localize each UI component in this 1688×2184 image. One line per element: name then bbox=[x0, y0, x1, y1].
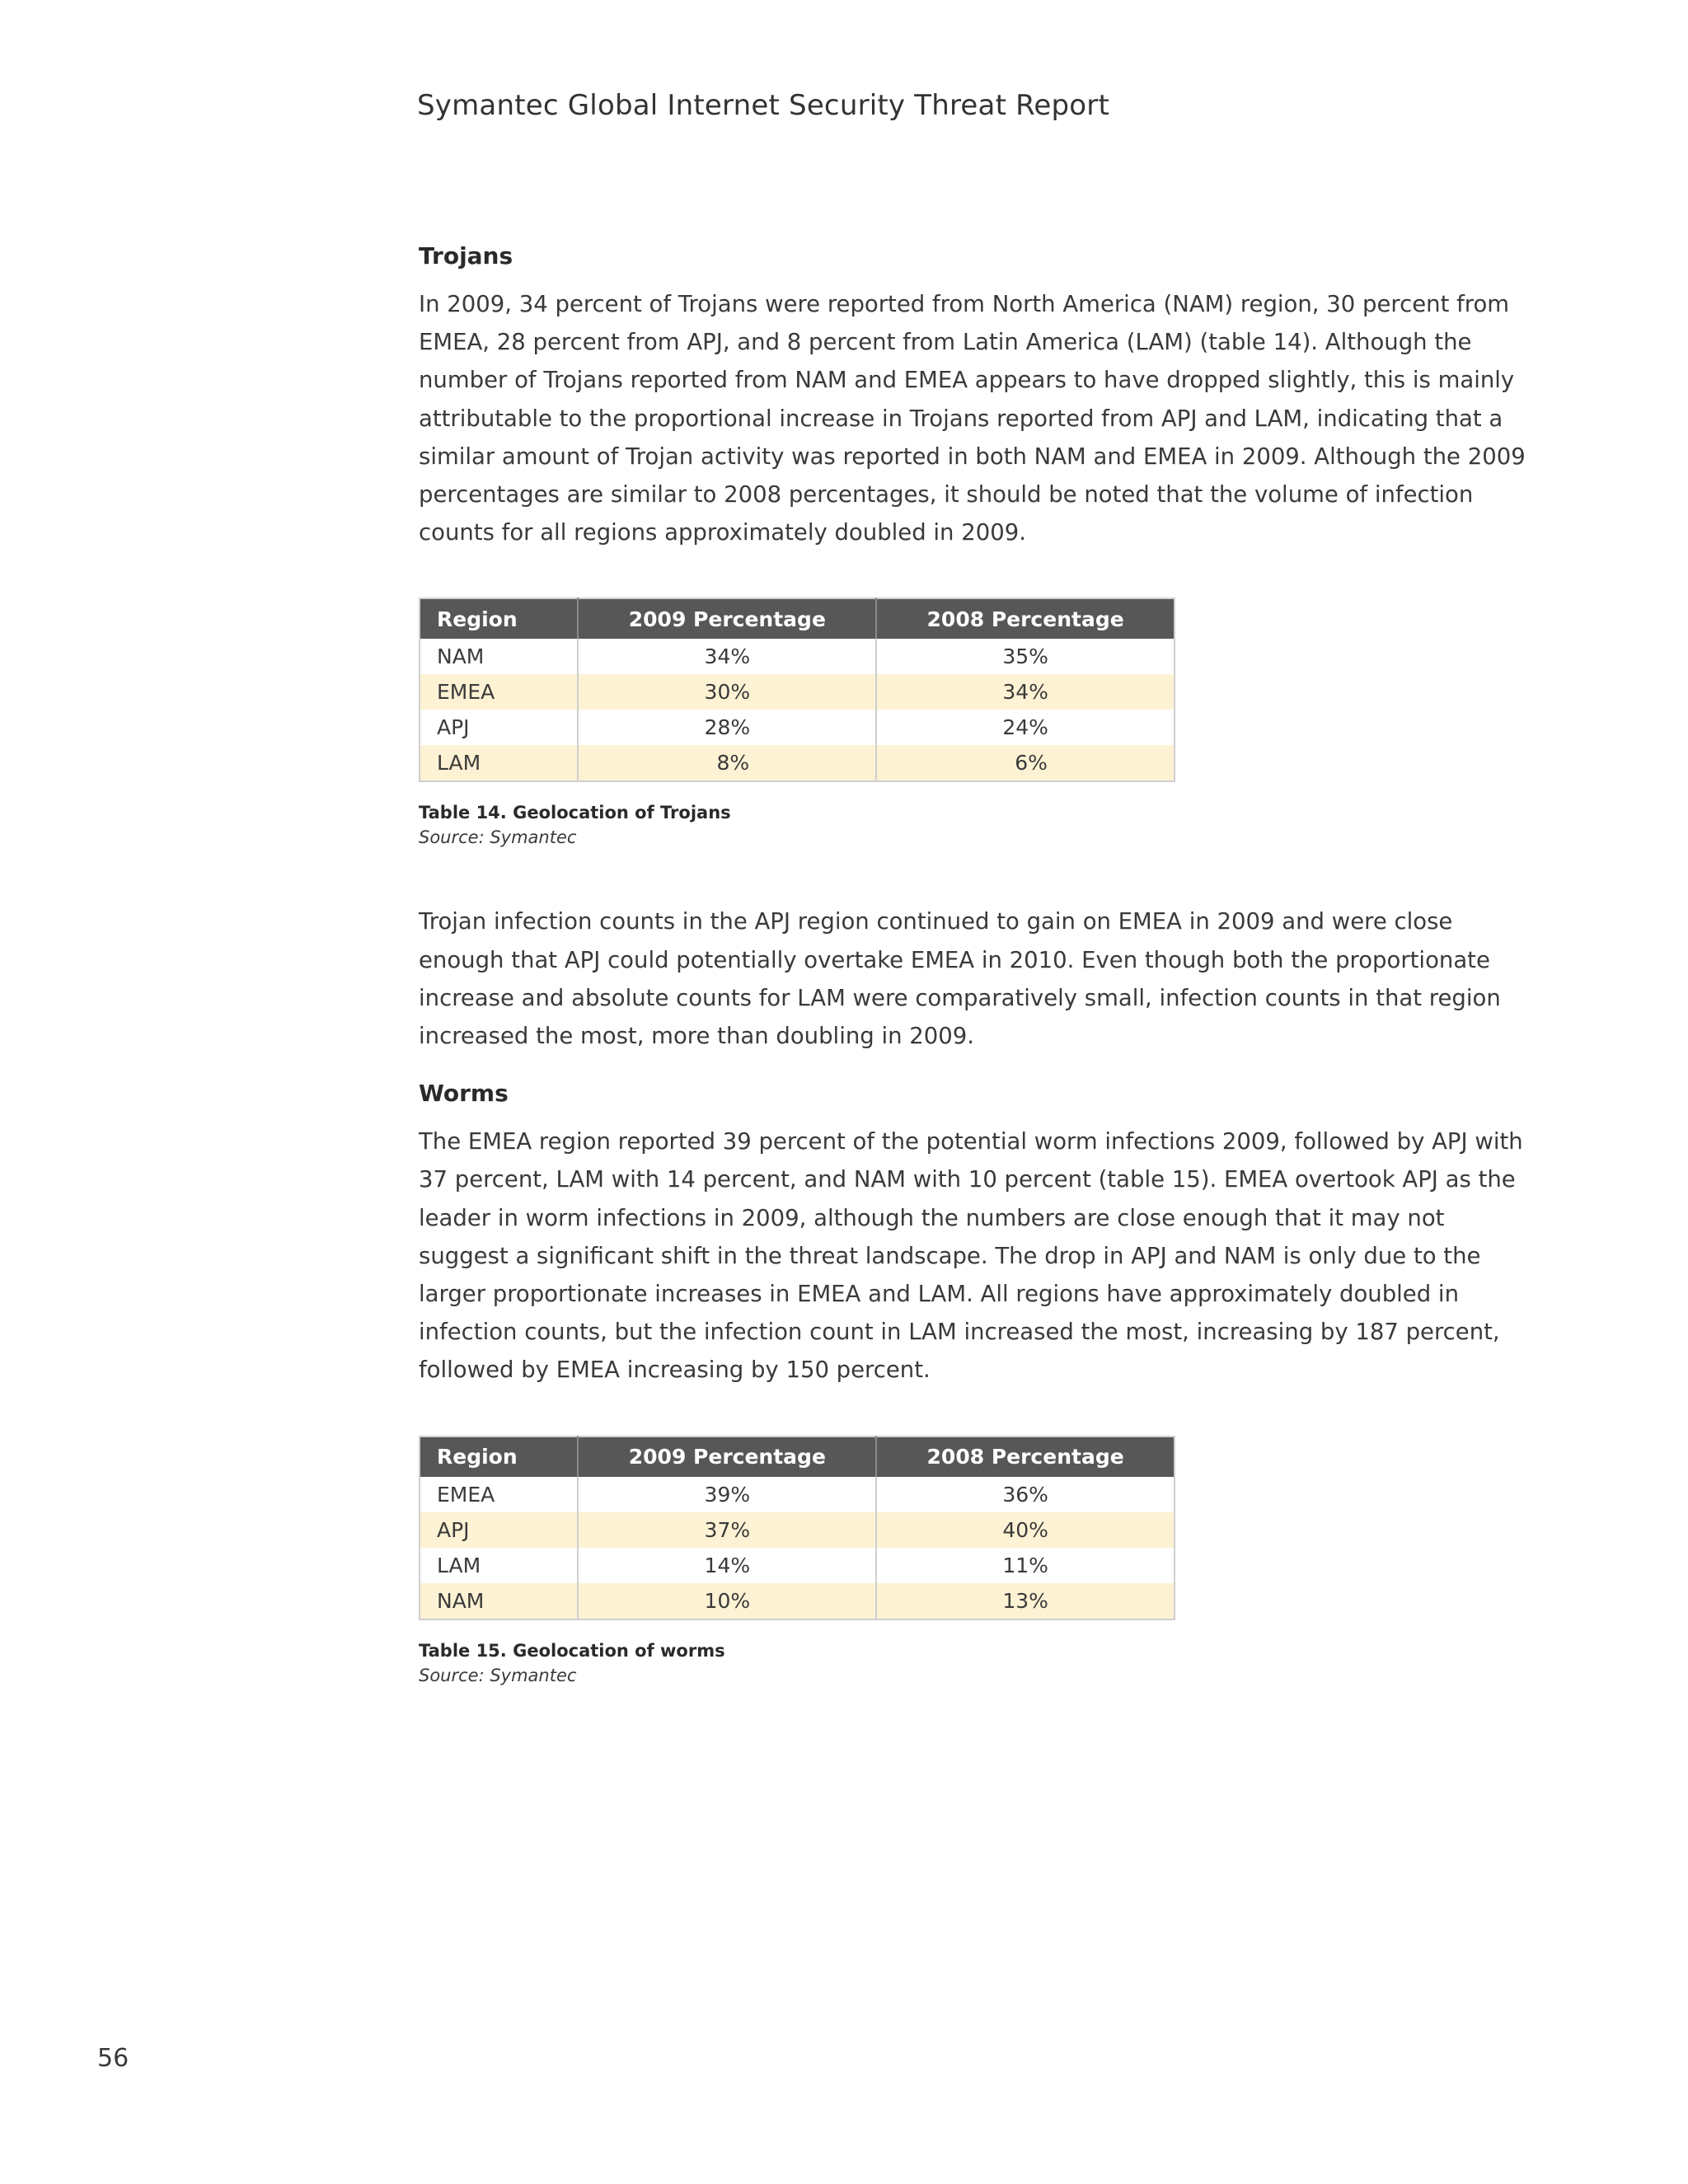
table-header-row bbox=[420, 598, 1175, 639]
trojans-paragraph-1: In 2009, 34 percent of Trojans were reported from North America (NAM) region, 30 percent from EMEA, 28 percent from APJ, and 8 percent from Latin America (LAM) (table 14). Although the number of Trojans reported from NAM and EMEA appears to have dropped slightly, this is mainly attributable to the proportional increase in Trojans reported from APJ and LAM, indicating that a similar amount of Trojan activity was reported in both NAM and EMEA in 2009. Although the 2009 percentages are similar to 2008 percentages, it should be noted that the volume of infection counts for all regions approximately doubled in 2009. bbox=[419, 291, 1526, 546]
percentage-2008-cell: 6% bbox=[876, 745, 1175, 781]
percentage-2008-cell: 34% bbox=[876, 674, 1175, 710]
worms-paragraph-1: The EMEA region reported 39 percent of the potential worm infections 2009, followed by APJ with 37 percent, LAM with 14 percent, and NAM with 10 percent (table 15). EMEA overtook APJ as the leader in worm infections in 2009, although the numbers are close enough that it may not suggest a significant shift in the threat landscape. The drop in APJ and NAM is only due to the larger proportionate increases in EMEA and LAM. All regions have approximately doubled in infection counts, but the infection count in LAM increased the most, increasing by 187 percent, followed by EMEA increasing by 150 percent. bbox=[419, 1128, 1523, 1384]
region-cell: NAM bbox=[420, 639, 578, 674]
running-header: Symantec Global Internet Security Threat Report bbox=[417, 89, 1110, 122]
region-cell: APJ bbox=[420, 1512, 578, 1548]
percentage-2008-cell: 13% bbox=[876, 1583, 1175, 1619]
table-row bbox=[420, 745, 1175, 781]
column-header-2009: 2009 Percentage bbox=[578, 598, 876, 639]
percentage-2008-cell: 11% bbox=[1002, 1553, 1048, 1577]
region-cell: LAM bbox=[420, 1548, 578, 1583]
region-cell: EMEA bbox=[420, 1477, 578, 1512]
table-trojans-geolocation bbox=[419, 598, 1175, 782]
region-cell: EMEA bbox=[420, 674, 578, 710]
percentage-2009-cell: 10% bbox=[578, 1583, 876, 1619]
percentage-2009-cell: 37% bbox=[578, 1512, 876, 1548]
table-header-row bbox=[420, 1436, 1175, 1477]
percentage-2008-cell: 36% bbox=[1002, 1482, 1048, 1507]
region-cell: APJ bbox=[420, 710, 578, 745]
section-heading-trojans: Trojans bbox=[419, 242, 513, 269]
percentage-2008-cell: 24% bbox=[1002, 715, 1048, 740]
percentage-2009-cell: 14% bbox=[578, 1548, 876, 1583]
percentage-2008-cell: 40% bbox=[876, 1512, 1175, 1548]
table-row bbox=[420, 1512, 1175, 1548]
percentage-2009-cell: 39% bbox=[578, 1477, 876, 1512]
page-number: 56 bbox=[97, 2044, 129, 2073]
percentage-2008-cell: 35% bbox=[1002, 644, 1048, 669]
table-row bbox=[420, 1583, 1175, 1619]
table-14-source: Source: Symantec bbox=[419, 827, 577, 848]
table-row bbox=[420, 1548, 1175, 1583]
column-header-region: Region bbox=[420, 1436, 578, 1477]
table-row bbox=[420, 1477, 1175, 1512]
table-row bbox=[420, 639, 1175, 674]
percentage-2009-cell: 8% bbox=[578, 745, 876, 781]
percentage-2009-cell: 30% bbox=[578, 674, 876, 710]
table-15-source: Source: Symantec bbox=[419, 1665, 577, 1685]
table-14-caption: Table 14. Geolocation of Trojans bbox=[419, 803, 731, 823]
column-header-2009: 2009 Percentage bbox=[578, 1436, 876, 1477]
percentage-2009-cell: 34% bbox=[578, 639, 876, 674]
column-header-2008: 2008 Percentage bbox=[876, 1436, 1175, 1477]
column-header-region: Region bbox=[420, 598, 578, 639]
table-row bbox=[420, 710, 1175, 745]
region-cell: LAM bbox=[420, 745, 578, 781]
region-cell: NAM bbox=[420, 1583, 578, 1619]
trojans-paragraph-2: Trojan infection counts in the APJ region continued to gain on EMEA in 2009 and were close enough that APJ could potentially overtake EMEA in 2010. Even though both the proportionate increase and absolute counts for LAM were comparatively small, infection counts in that region increased the most, more than doubling in 2009. bbox=[419, 908, 1501, 1050]
table-15-caption: Table 15. Geolocation of worms bbox=[419, 1640, 725, 1661]
section-heading-worms: Worms bbox=[419, 1080, 509, 1108]
table-worms-geolocation bbox=[419, 1436, 1175, 1620]
column-header-2008: 2008 Percentage bbox=[876, 598, 1175, 639]
page-content bbox=[419, 241, 1531, 1688]
table-row bbox=[420, 674, 1175, 710]
percentage-2009-cell: 28% bbox=[578, 710, 876, 745]
